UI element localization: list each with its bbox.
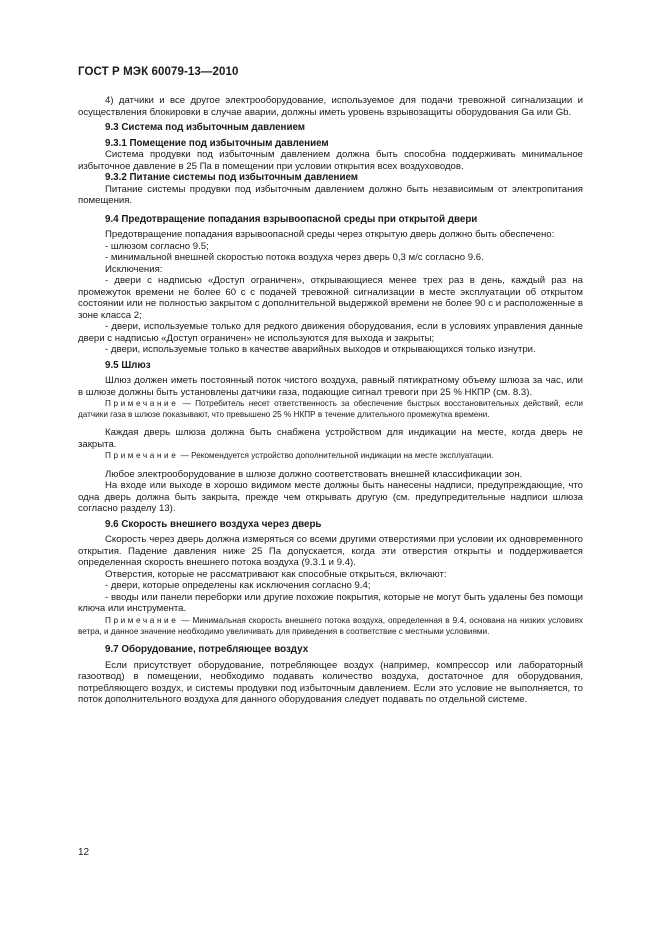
exception-item-1: - двери с надписью «Доступ ограничен», открывающиеся менее трех раз в день, каждый раз на промежуток времени не более 60 с с подачей тревожной сигнализации в месте эксплуатации об открытом состоянии или не полностью закрытом с дополнительной выдержкой времени не более 90 с и расположенные в зоне класса 2;: [78, 275, 583, 321]
section-heading-9-6: 9.6 Скорость внешнего воздуха через дверь: [105, 518, 322, 530]
exceptions-label: Исключения:: [105, 263, 163, 275]
note-label: Примечание: [105, 615, 179, 625]
list-item-9-6-a: - двери, которые определены как исключения согласно 9.4;: [105, 580, 371, 592]
exception-item-2: - двери, используемые только для редкого движения оборудования, если в условиях управления данные двери с надписью «Доступ ограничен» не используются для выхода и закрыты;: [78, 321, 583, 344]
paragraph-9-5: Шлюз должен иметь постоянный поток чистого воздуха, равный пятикратному объему шлюза за час, или в шлюзе должны быть установлены датчики газа, подающие сигнал тревоги при 25 % НКПР (см. 8.3).: [78, 375, 583, 398]
subsection-heading-9-3-2: 9.3.2 Питание системы под избыточным давлением: [105, 172, 359, 183]
exception-item-3: - двери, используемые только в качестве аварийных выходов и открывающихся только изнутри.: [105, 344, 536, 355]
paragraph-9-7: Если присутствует оборудование, потребляющее воздух (например, компрессор или лабораторный газоотвод) в помещении, необходимо подавать количество воздуха, достаточное для оборудования, потребляющего воздух, и системы продувки под избыточным давлением. Если это условие не выполняется, то поток дополнительного воздуха для данного оборудования следует подавать по отдельной системе.: [78, 659, 583, 706]
paragraph-9-6: Скорость через дверь должна измеряться со всеми другими отверстиями при условии их одновременного открытия. Падение давления ниже 25 Па допускается, когда эти отверстия открыты и поддерживается определенная скорость внешнего потока воздуха (9.3.1 и 9.4).: [78, 534, 583, 569]
section-heading-9-4: 9.4 Предотвращение попадания взрывоопасной среды при открытой двери: [105, 213, 478, 225]
paragraph-9-4: Предотвращение попадания взрывоопасной среды через открытую дверь должно быть обеспечено:: [105, 229, 555, 240]
paragraph-9-3-1: Система продувки под избыточным давлением должна быть способна поддерживать минимальное избыточное давление в 25 Па в помещении при условии открытия всех воздуховодов.: [78, 149, 583, 172]
note-1: [78, 398, 583, 420]
page-number: 12: [78, 847, 90, 858]
note-text: — Минимальная скорость внешнего потока воздуха, определенная в 9.4, основана на низких условиях ветра, и данное значение необходимо увеличивать для приведения в соответствие с местными условиями.: [78, 615, 583, 636]
section-heading-9-5: 9.5 Шлюз: [105, 359, 151, 371]
note-text: — Потребитель несет ответственность за обеспечение быстрых восстановительных действий, если датчики газа в шлюзе показывают, что превышено 25 % НКПР в течение длительного промежутка времени.: [78, 399, 583, 420]
subsection-heading-9-3-1: 9.3.1 Помещение под избыточным давлением: [105, 137, 329, 149]
document-header: ГОСТ Р МЭК 60079-13—2010: [78, 66, 239, 78]
note-2: [78, 450, 583, 461]
list-item-9-4-b: - минимальной внешней скоростью потока воздуха через дверь 0,3 м/с согласно 9.6.: [105, 252, 484, 263]
section-heading-9-7: 9.7 Оборудование, потребляющее воздух: [105, 644, 309, 656]
list-item-9-4-a: - шлюзом согласно 9.5;: [105, 240, 209, 252]
section-heading-9-3: 9.3 Система под избыточным давлением: [105, 122, 306, 133]
paragraph-9-6-b: Отверстия, которые не рассматривают как способные открыться, включают:: [105, 568, 447, 580]
note-3: [78, 615, 583, 637]
note-text: — Рекомендуется устройство дополнительной индикации на месте эксплуатации.: [178, 451, 494, 461]
note-label: Примечание: [105, 451, 179, 461]
paragraph-9-5-c: Любое электрооборудование в шлюзе должно соответствовать внешней классификации зон.: [105, 468, 523, 480]
list-item-9-6-b: - вводы или панели переборки или другие похожие покрытия, которые не могут быть удалены без помощи ключа или инструмента.: [78, 591, 583, 615]
document-body: [78, 95, 583, 706]
paragraph-9-5-d: На входе или выходе в хорошо видимом месте должны быть нанесены надписи, предупреждающие, что одна дверь должна быть закрыта, прежде чем открывать другую (см. предупредительные надписи шлюза согласно разделу 13).: [78, 480, 583, 515]
paragraph-9-5-b: Каждая дверь шлюза должна быть снабжена устройством для индикации на месте, когда дверь не закрыта.: [78, 427, 583, 450]
paragraph-list-item-4: 4) датчики и все другое электрооборудование, используемое для подачи тревожной сигнализации и осуществления блокировки в случае аварии, должны иметь уровень взрывозащиты оборудования Ga или Gb.: [78, 95, 583, 118]
paragraph-9-3-2: Питание системы продувки под избыточным давлением должно быть независимым от электропитания помещения.: [78, 183, 583, 206]
note-label: Примечание: [105, 399, 179, 408]
